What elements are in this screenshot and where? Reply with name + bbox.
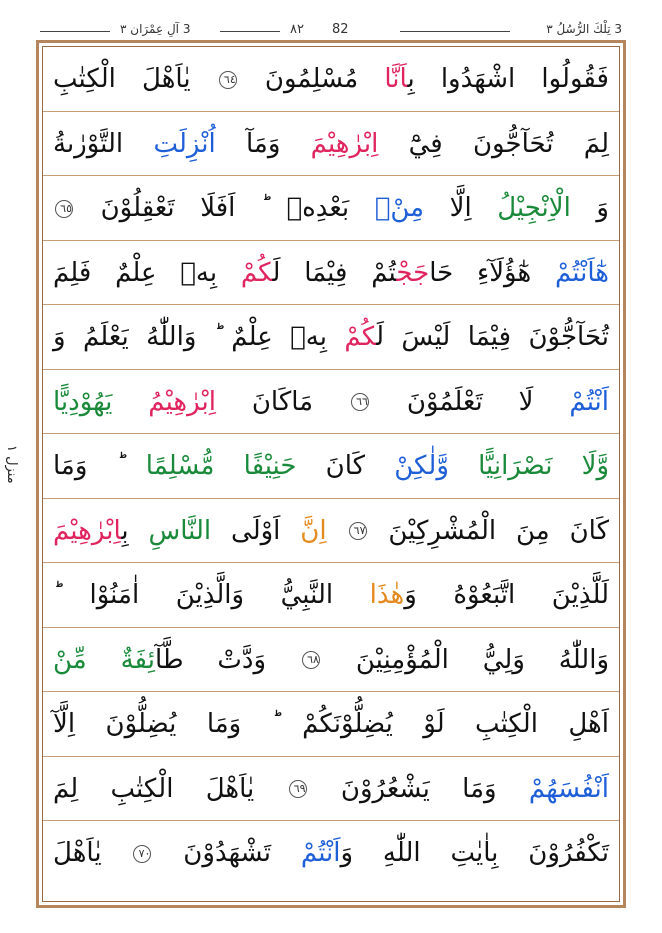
verse-text: تَكْفُرُوْنَ بِاٰيٰتِ اللّٰهِ وَ: [340, 838, 610, 868]
verse-text: وَّلَا: [581, 451, 609, 481]
verse-text: كُمْ: [240, 257, 273, 288]
verse-text: لَلَّذِيْنَ اتَّبَعُوْهُ وَ: [404, 580, 609, 610]
verse-text: مُّسْلِمًا: [145, 451, 244, 481]
verse-text: كَانَ: [296, 451, 395, 481]
verse-line: [43, 628, 619, 693]
header-rule-mid-right: [400, 31, 510, 32]
verse-text: اِبْرٰهِيْمَ: [53, 515, 122, 546]
header-rule-left: [40, 31, 110, 32]
ayah-number-marker: ٦٩: [289, 780, 307, 798]
verse-text: تُحَآجُّوْنَ فِيْمَا لَيْسَ لَ: [376, 322, 610, 352]
verse-line: [43, 563, 619, 628]
verse-text: وَمَا يَشْعُرُوْنَ: [308, 773, 529, 804]
verse-text: اِلَّا: [424, 193, 498, 223]
verse-text: اَنَّا: [384, 64, 408, 94]
verse-text: اَنْفُسَهُمْ: [528, 773, 609, 804]
verse-text: التَّوْرٰىةُ: [53, 128, 154, 159]
verse-text: وَ: [570, 193, 609, 223]
verse-text: اَنْتُمْ: [300, 838, 341, 868]
verse-line: [43, 757, 619, 822]
verse-line: [43, 692, 619, 757]
verse-text: لَا تَعْلَمُوْنَ: [370, 386, 570, 417]
verse-text: النَّاسِ: [148, 515, 212, 546]
verse-text: وَّلٰكِنْ: [394, 451, 449, 481]
verse-text: اِنَّ: [300, 515, 347, 546]
verse-text: فَقُولُوا اشْهَدُوا بِ: [407, 64, 609, 94]
verse-text: يٰاَهْلَ الْكِتٰبِ: [53, 64, 217, 94]
ayah-number-marker: ٦٦: [351, 393, 369, 411]
verse-text: وَدَّتْ طَّآ: [154, 644, 300, 675]
manzil-marker: منزل ١: [4, 445, 19, 484]
verse-line: [43, 176, 619, 241]
verse-text: هٰٓؤُلَآءِ حَا: [429, 257, 555, 288]
verse-text: وَمَآ: [215, 128, 311, 159]
verse-text: كُمْ: [344, 322, 377, 352]
verse-text: تَشْهَدُوْنَ: [153, 838, 301, 868]
verse-text: الْاِنْجِيْلُ: [497, 193, 571, 223]
verse-lines: [43, 47, 619, 901]
verse-text: حَنِيْفًا: [243, 451, 297, 481]
ayah-number-marker: ٦٧: [349, 522, 367, 540]
verse-text: بِهٖ عِلْمٌ فَلِمَ: [53, 257, 241, 288]
verse-text: لِمَ تُحَآجُّونَ فِيْٓ: [378, 128, 610, 159]
verse-line: [43, 434, 619, 499]
verse-text: يَهُوْدِيًّا: [53, 386, 149, 417]
verse-line: [43, 499, 619, 564]
verse-text: بِهٖ عِلْمٌ: [213, 322, 345, 352]
ayah-number-marker: ٧٠: [133, 845, 151, 863]
verse-line: [43, 305, 619, 370]
verse-line: [43, 112, 619, 177]
ayah-number-marker: ٦٤: [219, 71, 237, 89]
verse-text: مِّنْ: [53, 644, 121, 675]
page-number-arabic: ٨٢: [290, 22, 304, 37]
ayah-number-marker: ٦٨: [302, 651, 320, 669]
verse-line: [43, 47, 619, 112]
verse-text: مِنْۢ: [374, 193, 425, 223]
page-number: 82: [331, 22, 349, 37]
verse-line: [43, 821, 619, 886]
verse-text: هٰذَا: [369, 580, 405, 610]
verse-text: اَهْلِ الْكِتٰبِ لَوْ يُضِلُّوْنَكُمْ ؕ وَمَا يُضِلُّوْنَ اِلَّآ: [53, 709, 609, 739]
verse-text: كَانَ مِنَ الْمُشْرِكِيْنَ: [368, 515, 609, 546]
verse-text: تُمْ فِيْمَا لَ: [272, 257, 397, 288]
verse-text: اَنْتُمْ: [569, 386, 609, 417]
verse-text: اَوْلَى: [211, 515, 301, 546]
ayah-number-marker: ٦٥: [55, 200, 73, 218]
verse-text: هٰٓاَنْتُمْ: [554, 257, 609, 288]
verse-text: جَجْ: [396, 257, 430, 288]
verse-text: بِ: [121, 515, 149, 546]
verse-line: [43, 241, 619, 306]
verse-text: ؕ وَمَا: [53, 451, 146, 481]
verse-line: [43, 370, 619, 435]
verse-text: اِبْرٰهِيْمُ: [148, 386, 216, 417]
verse-text: اِبْرٰهِيْمَ: [310, 128, 379, 159]
verse-text: نَصْرَانِيًّا: [448, 451, 582, 481]
surah-name-left: 3 آلِ عِمْرَان ٣: [120, 22, 191, 36]
verse-text: ئِفَةٌ: [120, 644, 155, 675]
verse-text: يٰاَهْلَ: [53, 838, 132, 868]
page-number-group: [290, 22, 349, 37]
verse-text: مَاكَانَ: [215, 386, 349, 417]
surah-name-right: 3 تِلْكَ الرُّسُلُ ٣: [546, 22, 622, 36]
verse-text: وَاللّٰهُ يَعْلَمُ وَ: [53, 322, 214, 352]
verse-text: اُنْزِلَتِ: [153, 128, 216, 159]
verse-text: النَّبِيُّ وَالَّذِيْنَ اٰمَنُوْا ؕ: [53, 580, 370, 610]
verse-text: يٰاَهْلَ الْكِتٰبِ لِمَ: [53, 773, 287, 804]
verse-text: بَعْدِهٖ ؕ اَفَلَا تَعْقِلُوْنَ: [75, 193, 375, 223]
verse-text: وَاللّٰهُ وَلِيُّ الْمُؤْمِنِيْنَ: [321, 644, 609, 675]
verse-text: مُسْلِمُونَ: [238, 64, 385, 94]
header-rule-mid-left: [220, 31, 280, 32]
